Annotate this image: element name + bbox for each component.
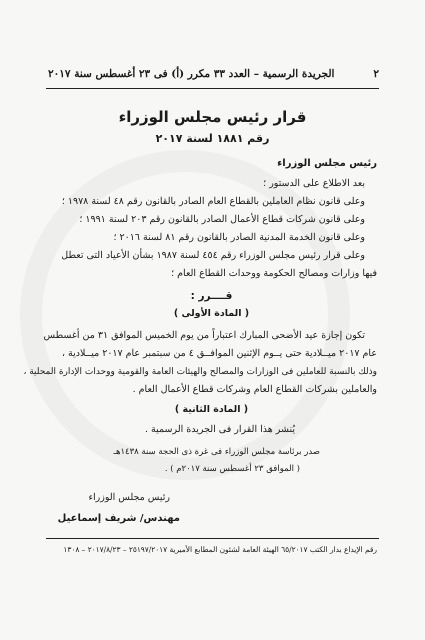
preamble-line-4: وعلى قانون الخدمة المدنية الصادر بالقانون رقم ٨١ لسنة ٢٠١٦ ؛: [113, 232, 365, 243]
article-1-line-2: عام ٢٠١٧ ميــلادية حتى يــوم الإثنين الموافــق ٤ من سبتمبر عام ٢٠١٧ ميــلادية ،: [61, 348, 377, 359]
signature-name: مهندس/ شريف إسماعيل: [57, 513, 180, 524]
article-2-title: ( المادة الثانية ): [174, 404, 249, 415]
article-1-line-3: وذلك بالنسبة للعاملين فى الوزارات والمصالح والهيئات العامة والقومية ووحدات الإدارة المحلية ،: [23, 367, 377, 377]
preamble-line-3: وعلى قانون شركات قطاع الأعمال الصادر بالقانون رقم ٢٠٣ لسنة ١٩٩١ ؛: [79, 214, 365, 225]
decided-heading: قــــرر :: [190, 290, 233, 302]
header-rule: [46, 88, 379, 89]
issued-at: صدر برئاسة مجلس الوزراء فى غرة ذى الحجة سنة ١٤٣٨هـ: [113, 447, 320, 457]
preamble-line-5: وعلى قرار رئيس مجلس الوزراء رقم ٤٥٤ لسنة ١٩٨٧ بشأن الأعياد التى تعطل: [61, 250, 365, 261]
footer-rule: [46, 538, 379, 539]
preamble-line-2: وعلى قانون نظام العاملين بالقطاع العام الصادر بالقانون رقم ٤٨ لسنة ١٩٧٨ ؛: [61, 196, 365, 207]
page-header: [48, 68, 379, 80]
signature-title: رئيس مجلس الوزراء: [88, 492, 170, 503]
issued-date: ( الموافق ٢٣ أغسطس سنة ٢٠١٧م ) .: [164, 464, 300, 474]
article-2-text: يُنشر هذا القرار فى الجريدة الرسمية .: [145, 424, 295, 435]
decree-title: قرار رئيس مجلس الوزراء: [118, 108, 307, 126]
article-1-line-1: تكون إجازة عيد الأضحى المبارك اعتباراً من يوم الخميس الموافق ٣١ من أغسطس: [43, 330, 365, 341]
footer-deposit: رقم الإيداع بدار الكتب ٦٥/٢٠١٧ الهيئة العامة لشئون المطابع الأميرية ٢٥١٩٧/٢٠١٧ – ٢٠١٧/٨/٢٣ – ١٣٠٨: [63, 545, 377, 554]
gazette-issue: الجريدة الرسمية – العدد ٣٣ مكرر (أ) فى ٢٣ أغسطس سنة ٢٠١٧: [48, 68, 335, 80]
decree-number: رقم ١٨٨١ لسنة ٢٠١٧: [155, 132, 270, 145]
article-1-line-4: والعاملين بشركات القطاع العام وشركات قطاع الأعمال العام .: [132, 384, 377, 395]
preamble-line-6: فيها وزارات ومصالح الحكومة ووحدات القطاع العام ؛: [171, 268, 377, 279]
article-1-title: ( المادة الأولى ): [173, 308, 250, 319]
preamble-line-1: بعد الاطلاع على الدستور ؛: [263, 178, 365, 189]
page-number: ٢: [373, 68, 379, 80]
decree-issuer: رئيس مجلس الوزراء: [277, 158, 377, 169]
